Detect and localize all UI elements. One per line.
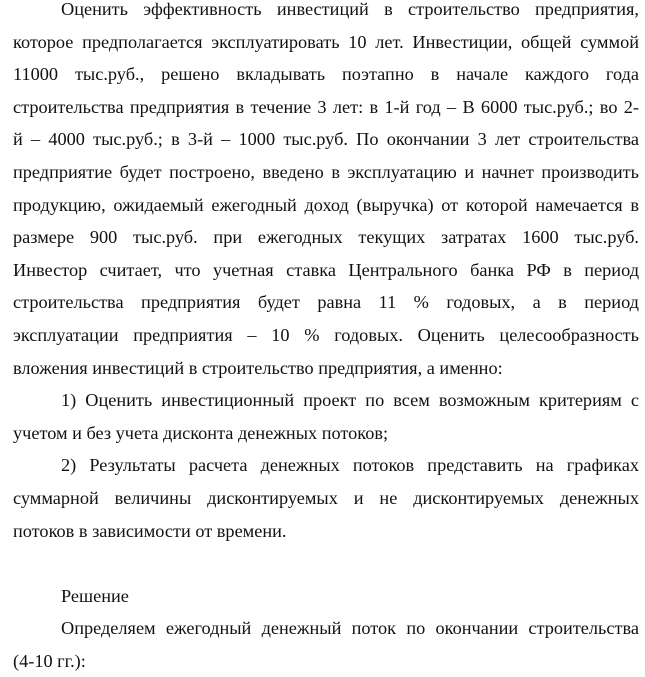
text-line: Определяем ежегодный денежный поток по окончании строительства (61, 618, 639, 639)
text-line: строительства предприятия будет равна 11 % годовых, а в период (13, 292, 639, 313)
text-line: учетом и без учета дисконта денежных потоков; (13, 422, 389, 443)
blank-line (13, 547, 639, 580)
text-line: которое предполагается эксплуатировать 10 лет. Инвестиции, общей суммой (13, 31, 639, 52)
solution-heading: Решение (61, 585, 129, 606)
text-line: размере 900 тыс.руб. при ежегодных текущих затратах 1600 тыс.руб. (13, 227, 639, 248)
text-line: эксплуатации предприятия – 10 % годовых. Оценить целесообразность (13, 324, 639, 345)
task-item-1 (13, 384, 639, 449)
text-line: 2) Результаты расчета денежных потоков представить на графиках (61, 455, 639, 476)
text-line: й – 4000 тыс.руб.; в 3-й – 1000 тыс.руб. По окончании 3 лет строительства (13, 129, 639, 150)
text-line: 1) Оценить инвестиционный проект по всем возможным критериям с (61, 390, 639, 411)
problem-statement (13, 0, 639, 384)
text-line: вложения инвестиций в строительство предприятия, а именно: (13, 357, 503, 378)
text-line: строительства предприятия в течение 3 лет: в 1-й год – В 6000 тыс.руб.; во 2- (13, 96, 639, 117)
text-line: продукцию, ожидаемый ежегодный доход (выручка) от которой намечается в (13, 194, 639, 215)
text-line: (4-10 гг.): (13, 650, 86, 671)
text-line: Оценить эффективность инвестиций в строительство предприятия, (61, 0, 639, 19)
text-line: предприятие будет построено, введено в эксплуатацию и начнет производить (13, 161, 639, 182)
text-line: Инвестор считает, что учетная ставка Центрального банка РФ в период (13, 259, 639, 280)
solution-section (13, 580, 639, 677)
text-line: суммарной величины дисконтируемых и не дисконтируемых денежных (13, 487, 639, 508)
document-page (13, 0, 639, 677)
task-item-2 (13, 449, 639, 547)
text-line: потоков в зависимости от времени. (13, 520, 287, 541)
text-line: 11000 тыс.руб., решено вкладывать поэтапно в начале каждого года (13, 64, 639, 85)
